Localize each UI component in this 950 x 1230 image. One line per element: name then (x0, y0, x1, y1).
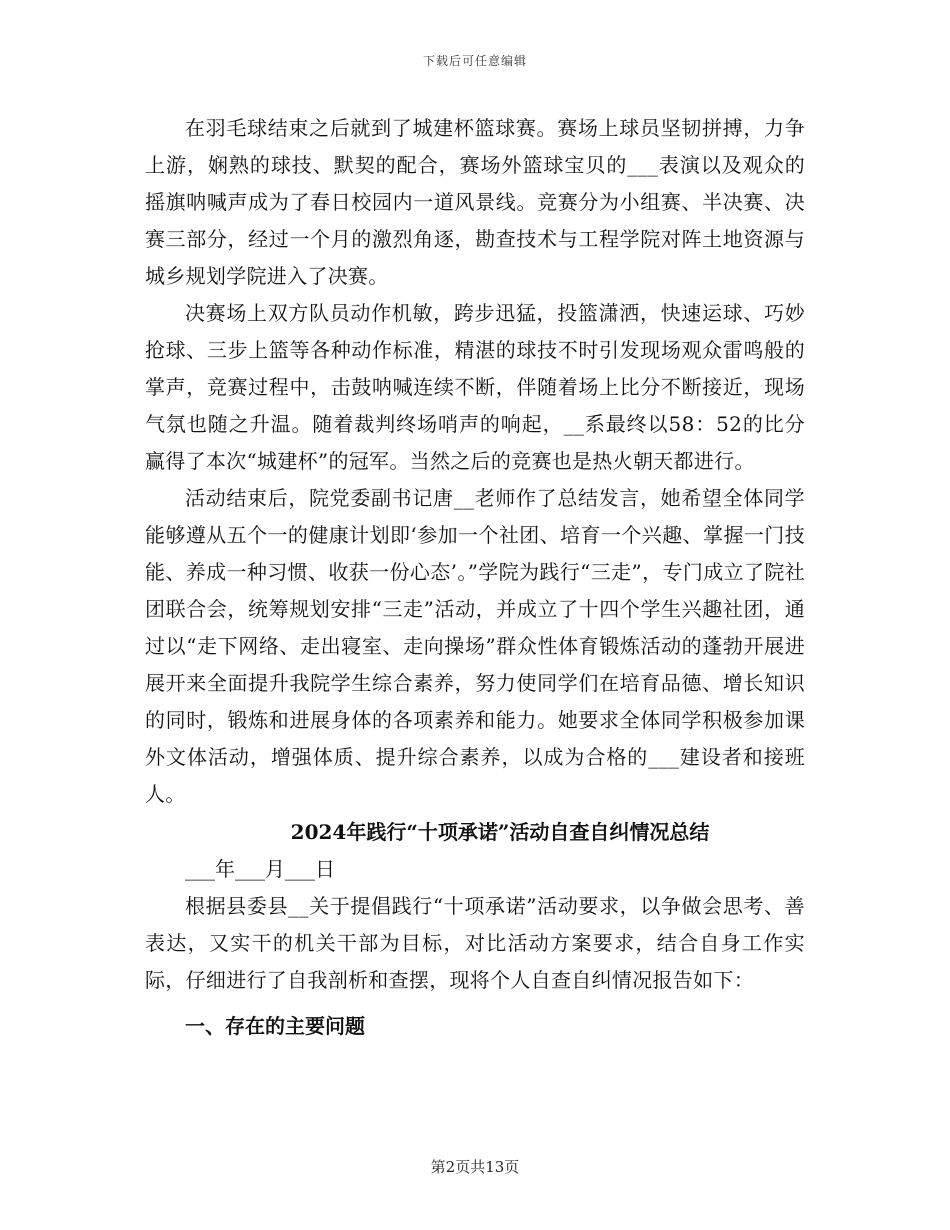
page-number: 第2页共13页 (430, 1158, 520, 1176)
document-body (145, 110, 805, 1045)
paragraph-intro: 根据县委县__关于提倡践行“十项承诺”活动要求，以争做会思考、善表达，又实干的机关干部为目标，对比活动方案要求，结合自身工作实际，仔细进行了自我剖析和查摆，现将个人自查自纠情况报告如下： (145, 894, 805, 992)
paragraph-closing-speech: 活动结束后，院党委副书记唐__老师作了总结发言，她希望全体同学能够遵从五个一的健康计划即‘参加一个社团、培育一个兴趣、掌握一门技能、养成一种习惯、收获一份心态’。”学院为践行“三走”，专门成立了院社团联合会，统筹规划安排“三走”活动，并成立了十四个学生兴趣社团，通过以“走下网络、走出寝室、走向操场”群众性体育锻炼活动的蓬勃开展进展开来全面提升我院学生综合素养，努力使同学们在培育品德、增长知识的同时，锻炼和进展身体的各项素养和能力。她要求全体同学积极参加课外文体活动，增强体质、提升综合素养，以成为合格的___建设者和接班人。 (145, 486, 805, 806)
paragraph-basketball-intro: 在羽毛球结束之后就到了城建杯篮球赛。赛场上球员坚韧拼搏，力争上游，娴熟的球技、默契的配合，赛场外篮球宝贝的___表演以及观众的摇旗呐喊声成为了春日校园内一道风景线。竞赛分为小组赛、半决赛、决赛三部分，经过一个月的激烈角逐，勘查技术与工程学院对阵土地资源与城乡规划学院进入了决赛。 (145, 116, 805, 288)
document-title: 2024年践行“十项承诺”活动自查自纠情况总结 (290, 820, 710, 844)
page-header: 下载后可任意编辑 (422, 54, 527, 68)
section-heading: 一、存在的主要问题 (185, 1014, 365, 1038)
date-line: ___年___月___日 (185, 857, 335, 881)
paragraph-final-match: 决赛场上双方队员动作机敏，跨步迅猛，投篮潇洒，快速运球、巧妙抢球、三步上篮等各种动作标准，精湛的球技不时引发现场观众雷鸣般的掌声，竞赛过程中，击鼓呐喊连续不断，伴随着场上比分不断接近，现场气氛也随之升温。随着裁判终场哨声的响起，__系最终以58：52的比分赢得了本次“城建杯”的冠军。当然之后的竞赛也是热火朝天都进行。 (145, 301, 805, 473)
